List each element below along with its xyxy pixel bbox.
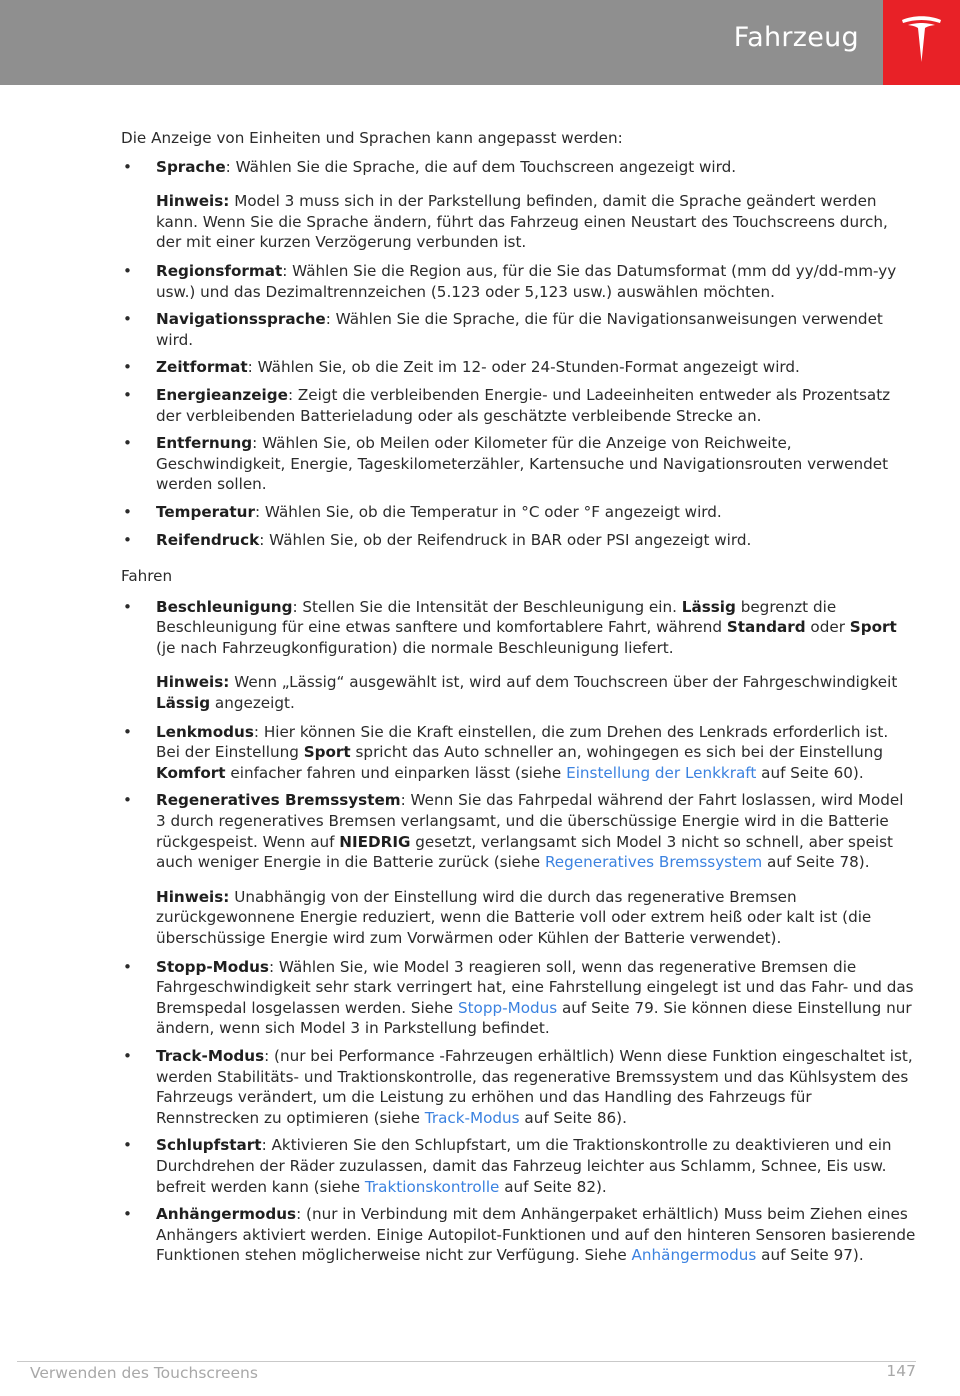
desc: : Wenn Sie das Fahrpedal während der Fahrt loslassen, wird Model 3 durch regeneratives Bremsen verlangsamt, und die überschüssige Energie wird in die Batterie rückgespeist. Wenn auf xyxy=(156,791,904,851)
footer-section-title: Verwenden des Touchscreens xyxy=(30,1364,258,1382)
desc: auf Seite 60). xyxy=(756,763,864,782)
list-item-regeneratives-bremssystem xyxy=(121,790,916,872)
link-anhaengermodus[interactable]: Anhängermodus xyxy=(631,1246,757,1265)
bullet-icon: • xyxy=(123,1136,132,1155)
desc: : Wählen Sie die Sprache, die für die Navigationsanweisungen verwendet wird. xyxy=(156,310,883,349)
note-text: Model 3 muss sich in der Parkstellung befinden, damit die Sprache geändert werden kann. Wenn Sie die Sprache ändern, führt das Fahrzeug einen Neustart des Touchscreens durch, der mit einer kurzen Verzögerung verbunden ist. xyxy=(156,192,888,252)
bullet-icon: • xyxy=(123,597,132,616)
term: Lenkmodus xyxy=(156,722,254,741)
option-lassig: Lässig xyxy=(681,597,736,616)
desc: oder xyxy=(805,618,850,637)
bullet-icon: • xyxy=(123,1046,132,1065)
note-text: angezeigt. xyxy=(210,694,295,713)
page-number: 147 xyxy=(886,1362,916,1380)
list-item-reifendruck xyxy=(121,530,916,551)
desc: : (nur bei Performance -Fahrzeugen erhältlich) Wenn diese Funktion eingeschaltet ist, werden Stabilitäts- und Traktionskontrolle, das regenerative Bremssystem und das Kühlsystem des Fahrzeugs verändert, um die Leistung zu erhöhen und das Handling des Fahrzeugs für Rennstrecken zu optimieren (siehe xyxy=(156,1046,913,1127)
note-label: Hinweis: xyxy=(156,673,230,692)
list-item-lenkmodus xyxy=(121,722,916,784)
section-heading-fahren: Fahren xyxy=(121,567,173,586)
note-label: Hinweis: xyxy=(156,192,230,211)
desc: auf Seite 97). xyxy=(756,1246,864,1265)
desc: : Stellen Sie die Intensität der Beschleunigung ein. xyxy=(292,597,682,616)
desc: : Wählen Sie, ob Meilen oder Kilometer für die Anzeige von Reichweite, Geschwindigkeit, Energie, Tageskilometerzähler, Kartensuche und Navigationsrouten verwendet werden sollen. xyxy=(156,434,889,494)
link-track-modus[interactable]: Track-Modus xyxy=(424,1108,520,1127)
list-item-beschleunigung xyxy=(121,597,916,659)
list-item-zeitformat xyxy=(121,357,916,378)
page-title: Fahrzeug xyxy=(733,22,859,53)
desc: auf Seite 86). xyxy=(519,1108,627,1127)
bullet-icon: • xyxy=(123,530,132,549)
option-niedrig: NIEDRIG xyxy=(339,832,411,851)
link-lenkkraft[interactable]: Einstellung der Lenkkraft xyxy=(566,763,757,782)
desc: gesetzt, verlangsamt sich Model 3 nicht so schnell, aber speist auch weniger Energie in die Batterie zurück (siehe xyxy=(156,832,894,872)
bullet-icon: • xyxy=(123,957,132,976)
list-item-sprache xyxy=(121,157,916,178)
bullet-icon: • xyxy=(123,358,132,377)
term: Schlupfstart xyxy=(156,1136,262,1155)
desc: einfacher fahren und einparken lässt (siehe xyxy=(225,763,567,782)
list-item-energieanzeige xyxy=(121,385,916,426)
desc: : Zeigt die verbleibenden Energie- und Ladeeinheiten entweder als Prozentsatz der verbleibenden Batterieladung oder als geschätzte verbleibende Strecke an. xyxy=(156,385,891,425)
term: Zeitformat xyxy=(156,358,248,377)
bullet-icon: • xyxy=(123,385,132,404)
desc: : Wählen Sie die Sprache, die auf dem Touchscreen angezeigt wird. xyxy=(225,157,737,176)
link-regeneratives-bremssystem[interactable]: Regeneratives Bremssystem xyxy=(544,853,763,872)
option-sport: Sport xyxy=(303,743,351,762)
term: Track-Modus xyxy=(156,1046,265,1065)
bullet-icon: • xyxy=(123,1205,132,1224)
list-item-temperatur xyxy=(121,502,916,523)
note-regen xyxy=(121,887,916,949)
list-item-entfernung xyxy=(121,433,916,495)
term: Navigationssprache xyxy=(156,310,326,329)
tesla-logo-icon xyxy=(901,14,942,70)
note-sprache xyxy=(121,191,916,253)
bullet-icon: • xyxy=(123,434,132,453)
option-lassig: Lässig xyxy=(156,694,211,713)
term: Anhängermodus xyxy=(156,1205,297,1224)
desc: : Wählen Sie die Region aus, für die Sie das Datumsformat (mm dd yy/dd-mm-yy usw.) und das Dezimaltrennzeichen (5.123 oder 5,123 usw.) auswählen möchten. xyxy=(156,261,897,301)
bullet-icon: • xyxy=(123,261,132,280)
list-item-track-modus xyxy=(121,1046,916,1128)
tesla-logo-box xyxy=(883,0,960,85)
desc: auf Seite 82). xyxy=(499,1177,607,1196)
desc: begrenzt die Beschleunigung für eine etwas sanftere und komfortablere Fahrt, während xyxy=(156,597,837,637)
list-item-anhaengermodus xyxy=(121,1204,916,1266)
term: Temperatur xyxy=(156,502,255,521)
desc: : Wählen Sie, ob der Reifendruck in BAR oder PSI angezeigt wird. xyxy=(259,530,752,549)
term: Regionsformat xyxy=(156,261,283,280)
bullet-icon: • xyxy=(123,310,132,329)
bullet-icon: • xyxy=(123,791,132,810)
desc: spricht das Auto schneller an, wohingegen es sich bei der Einstellung xyxy=(350,743,884,762)
desc: : Wählen Sie, wie Model 3 reagieren soll, wenn das regenerative Bremsen die Fahrgeschwindigkeit sehr stark verringert hat, eine Fahrstellung eingelegt ist und das Fahr- und das Bremspedal losgelassen werden. Siehe xyxy=(156,957,914,1017)
term: Beschleunigung xyxy=(156,597,293,616)
bullet-icon: • xyxy=(123,157,132,176)
list-item-regionsformat xyxy=(121,261,916,302)
term: Reifendruck xyxy=(156,530,260,549)
footer-divider xyxy=(17,1361,916,1362)
term: Sprache xyxy=(156,157,226,176)
note-label: Hinweis: xyxy=(156,887,230,906)
desc: auf Seite 78). xyxy=(762,853,870,872)
note-text: Unabhängig von der Einstellung wird die durch das regenerative Bremsen zurückgewonnene Energie reduziert, wenn die Batterie voll oder extrem heiß oder kalt ist (die überschüssige Energie wird zum Vorwärmen oder Kühlen der Batterie verwendet). xyxy=(156,887,872,947)
desc: : Wählen Sie, ob die Zeit im 12- oder 24-Stunden-Format angezeigt wird. xyxy=(247,358,800,377)
option-standard: Standard xyxy=(726,618,806,637)
list-item-navigationssprache xyxy=(121,309,916,350)
term: Entfernung xyxy=(156,434,253,453)
list-item-stopp-modus xyxy=(121,957,916,1039)
bullet-icon: • xyxy=(123,722,132,741)
desc: : Aktivieren Sie den Schlupfstart, um die Traktionskontrolle zu deaktivieren und ein Durchdrehen der Räder zuzulassen, damit das Fahrzeug leichter aus Schlamm, Schnee, Eis usw. befreit werden kann (siehe xyxy=(156,1136,892,1196)
page-header xyxy=(0,0,883,85)
option-sport: Sport xyxy=(849,618,897,637)
note-text: Wenn „Lässig“ ausgewählt ist, wird auf dem Touchscreen über der Fahrgeschwindigkeit xyxy=(229,673,898,692)
intro-text: Die Anzeige von Einheiten und Sprachen kann angepasst werden: xyxy=(121,129,623,147)
desc: : (nur in Verbindung mit dem Anhängerpaket erhältlich) Muss beim Ziehen eines Anhängers aktiviert werden. Einige Autopilot-Funktionen und auf den hinteren Sensoren basierende Funktionen stehen möglicherweise nicht zur Verfügung. Siehe xyxy=(156,1205,916,1265)
term: Energieanzeige xyxy=(156,385,288,404)
bullet-icon: • xyxy=(123,502,132,521)
link-traktionskontrolle[interactable]: Traktionskontrolle xyxy=(364,1177,500,1196)
desc: : Hier können Sie die Kraft einstellen, die zum Drehen des Lenkrads erforderlich ist. Bei der Einstellung xyxy=(156,722,889,762)
term: Stopp-Modus xyxy=(156,957,269,976)
desc: (je nach Fahrzeugkonfiguration) die normale Beschleunigung liefert. xyxy=(156,638,674,657)
link-stopp-modus[interactable]: Stopp-Modus xyxy=(457,998,558,1017)
option-komfort: Komfort xyxy=(156,763,226,782)
desc: auf Seite 79. Sie können diese Einstellung nur ändern, wenn sich Model 3 in Parkstellung befindet. xyxy=(156,998,912,1038)
desc: : Wählen Sie, ob die Temperatur in °C oder °F angezeigt wird. xyxy=(254,502,722,521)
term: Regeneratives Bremssystem xyxy=(156,791,401,810)
note-beschleunigung xyxy=(121,672,916,713)
page-content xyxy=(121,128,916,1273)
list-item-schlupfstart xyxy=(121,1135,916,1197)
